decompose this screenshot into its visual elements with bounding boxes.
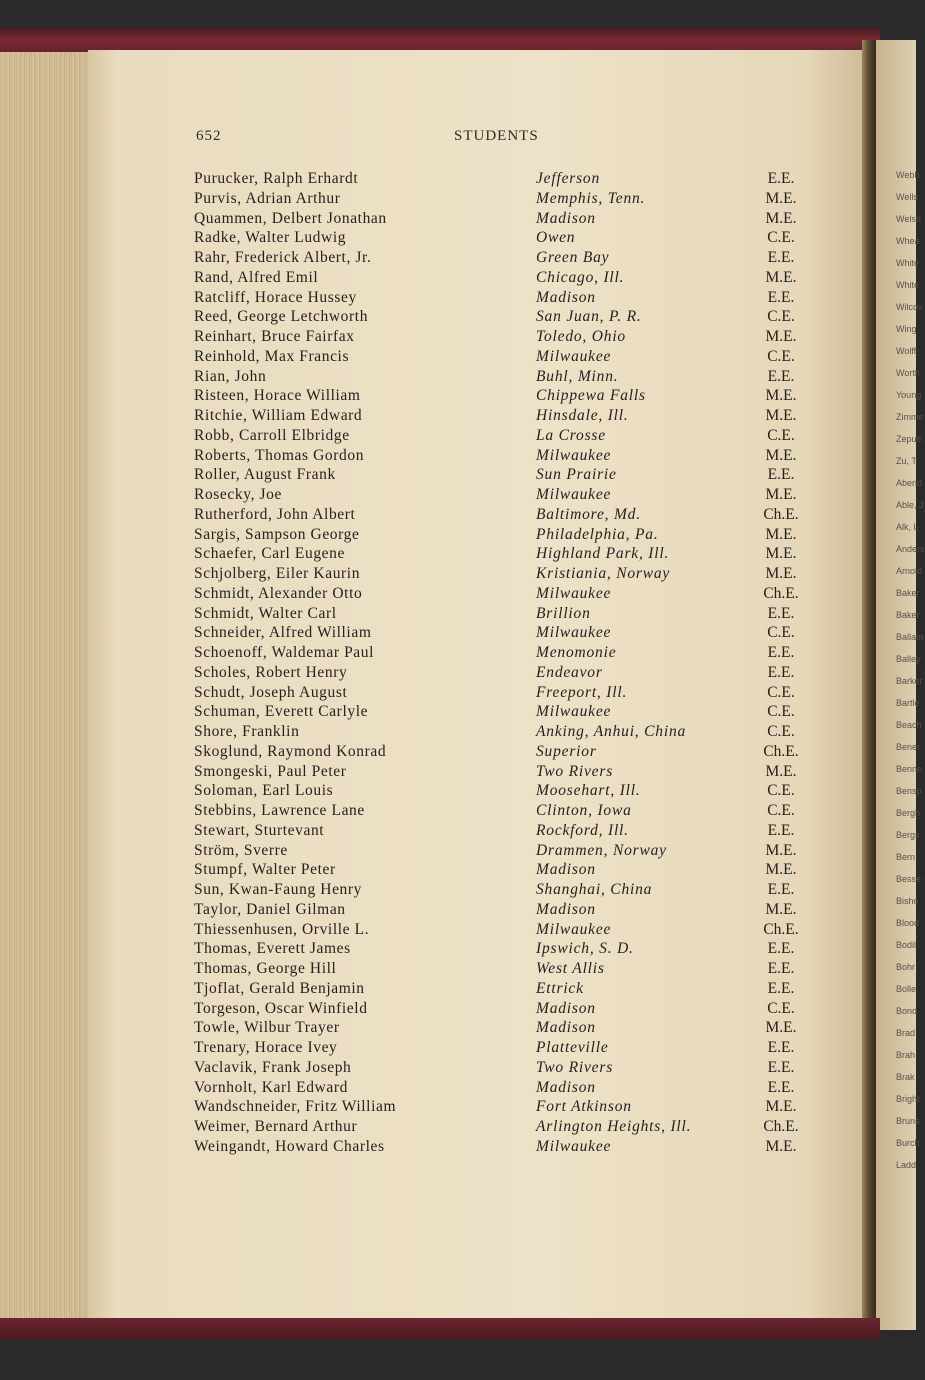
student-name: Weingandt, Howard Charles: [194, 1137, 385, 1155]
student-row: [194, 1118, 834, 1138]
student-course: Ch.E.: [763, 1118, 799, 1135]
student-course: E.E.: [767, 604, 795, 622]
student-name: Ritchie, William Edward: [194, 407, 363, 424]
student-row: [194, 269, 834, 289]
student-hometown: Madison: [536, 209, 596, 227]
facing-page-text: Ladd: [896, 1160, 917, 1170]
student-name: Schoenoff, Waldemar Paul: [194, 644, 375, 661]
student-row: [194, 545, 834, 565]
student-name: Weimer, Bernard Arthur: [194, 1118, 358, 1135]
student-row: [194, 921, 834, 941]
student-list: [194, 170, 834, 1158]
facing-page-text: Ballam: [896, 632, 924, 642]
student-name: Reed, George Letchworth: [194, 308, 369, 326]
student-name: Roberts, Thomas Gordon: [194, 446, 365, 464]
student-course: C.E.: [767, 723, 795, 740]
student-name: Smongeski, Paul Peter: [194, 762, 347, 780]
facing-page-text: Arnold: [896, 566, 923, 576]
student-course: Ch.E.: [763, 584, 799, 602]
student-course: M.E.: [765, 525, 797, 543]
student-hometown: Ipswich, S. D.: [536, 940, 634, 958]
student-course: E.E.: [767, 960, 795, 977]
facing-page-text: Blood: [896, 918, 920, 928]
student-hometown: Anking, Anhui, China: [536, 723, 687, 740]
student-row: [194, 289, 834, 309]
facing-page-text: Bodil: [896, 940, 917, 950]
student-course: Ch.E.: [763, 505, 799, 523]
student-hometown: Milwaukee: [536, 920, 612, 938]
student-hometown: Platteville: [536, 1039, 609, 1056]
student-hometown: Superior: [536, 742, 597, 760]
student-row: [194, 1138, 834, 1158]
facing-page-text: Baker: [896, 610, 920, 620]
student-row: [194, 822, 834, 842]
student-course: E.E.: [767, 644, 795, 661]
student-course: M.E.: [765, 189, 797, 207]
student-name: Rian, John: [194, 367, 267, 385]
student-name: Towle, Wilbur Trayer: [194, 1019, 340, 1037]
facing-page-text: Bergs: [896, 830, 920, 840]
student-name: Vornholt, Karl Edward: [194, 1078, 348, 1096]
student-course: M.E.: [765, 1137, 797, 1155]
student-course: E.E.: [767, 663, 795, 681]
facing-page-text: Bern: [896, 852, 916, 862]
facing-page-text: Barker: [896, 676, 923, 686]
student-hometown: Milwaukee: [536, 584, 612, 602]
facing-page-text: Balley: [896, 654, 921, 664]
student-course: M.E.: [765, 545, 797, 563]
student-course: E.E.: [767, 170, 795, 187]
student-name: Schuman, Everett Carlyle: [194, 703, 369, 721]
student-name: Robb, Carroll Elbridge: [194, 426, 350, 444]
student-name: Roller, August Frank: [194, 466, 336, 484]
student-name: Schudt, Joseph August: [194, 683, 348, 701]
student-row: [194, 210, 834, 230]
facing-page-text: Bartle: [896, 698, 920, 708]
student-row: [194, 644, 834, 664]
student-row: [194, 526, 834, 546]
facing-page-text: Benne: [896, 764, 923, 774]
facing-page-text: Bond: [896, 1006, 918, 1016]
student-course: M.E.: [765, 841, 797, 859]
student-hometown: Owen: [536, 229, 576, 247]
facing-page-text: Able, J: [896, 500, 924, 510]
student-name: Ström, Sverre: [194, 841, 288, 859]
student-row: [194, 1098, 834, 1118]
student-hometown: Milwaukee: [536, 703, 612, 721]
student-course: C.E.: [767, 624, 795, 642]
facing-page-text: Zimme: [896, 412, 924, 422]
student-hometown: Shanghai, China: [536, 881, 653, 898]
student-course: C.E.: [767, 229, 795, 247]
student-hometown: Madison: [536, 999, 596, 1017]
student-row: [194, 881, 834, 901]
student-row: [194, 763, 834, 783]
student-course: M.E.: [765, 387, 797, 405]
facing-page-text: Young: [896, 390, 922, 400]
student-hometown: Highland Park, Ill.: [536, 545, 670, 563]
student-course: M.E.: [765, 407, 797, 424]
student-course: E.E.: [767, 249, 795, 266]
student-course: Ch.E.: [763, 742, 799, 760]
student-row: [194, 1059, 834, 1079]
student-row: [194, 190, 834, 210]
student-hometown: Arlington Heights, Ill.: [536, 1118, 692, 1135]
facing-page-text: White: [896, 280, 920, 290]
student-course: E.E.: [767, 288, 795, 306]
student-name: Rutherford, John Albert: [194, 505, 356, 523]
student-name: Risteen, Horace William: [194, 387, 361, 405]
facing-page-text: Wilcox: [896, 302, 923, 312]
student-name: Purvis, Adrian Arthur: [194, 189, 341, 207]
student-course: C.E.: [767, 703, 795, 721]
page-header: [196, 128, 816, 148]
student-hometown: Jefferson: [536, 170, 601, 187]
student-name: Quammen, Delbert Jonathan: [194, 209, 387, 227]
student-course: M.E.: [765, 861, 797, 879]
student-row: [194, 565, 834, 585]
student-row: [194, 170, 834, 190]
student-row: [194, 1000, 834, 1020]
student-hometown: Philadelphia, Pa.: [536, 525, 659, 543]
student-name: Thomas, George Hill: [194, 960, 337, 977]
student-row: [194, 743, 834, 763]
student-name: Schjolberg, Eiler Kaurin: [194, 565, 361, 582]
student-name: Skoglund, Raymond Konrad: [194, 742, 387, 760]
facing-page-text: Brad: [896, 1028, 916, 1038]
student-hometown: Madison: [536, 861, 596, 879]
facing-page-text: Zeputi: [896, 434, 922, 444]
facing-page-text: Bohr: [896, 962, 916, 972]
student-hometown: Chicago, Ill.: [536, 268, 625, 286]
student-name: Trenary, Horace Ivey: [194, 1039, 338, 1056]
student-name: Stebbins, Lawrence Lane: [194, 802, 365, 819]
facing-page-text: Bisho: [896, 896, 919, 906]
student-row: [194, 1079, 834, 1099]
student-row: [194, 387, 834, 407]
student-hometown: Toledo, Ohio: [536, 328, 626, 345]
student-name: Rand, Alfred Emil: [194, 268, 319, 286]
student-name: Thiessenhusen, Orville L.: [194, 920, 370, 938]
student-hometown: Milwaukee: [536, 446, 612, 464]
student-name: Rahr, Frederick Albert, Jr.: [194, 249, 372, 266]
student-name: Reinhart, Bruce Fairfax: [194, 328, 355, 345]
student-row: [194, 585, 834, 605]
student-hometown: Madison: [536, 900, 596, 918]
student-hometown: Milwaukee: [536, 624, 612, 642]
page-number: 652: [196, 128, 222, 144]
student-name: Schneider, Alfred William: [194, 624, 372, 642]
student-course: C.E.: [767, 802, 795, 819]
student-name: Vaclavik, Frank Joseph: [194, 1058, 352, 1076]
student-course: M.E.: [765, 328, 797, 345]
facing-page-text: Bener: [896, 742, 921, 752]
student-name: Ratcliff, Horace Hussey: [194, 288, 357, 306]
student-row: [194, 723, 834, 743]
student-row: [194, 624, 834, 644]
student-hometown: Menomonie: [536, 644, 617, 661]
student-row: [194, 861, 834, 881]
student-row: [194, 960, 834, 980]
facing-page-text: Bolle: [896, 984, 917, 994]
facing-page-text: Welsh: [896, 214, 921, 224]
facing-page-text: Beach: [896, 720, 922, 730]
facing-page-text: Benso: [896, 786, 922, 796]
facing-page-text: Brah: [896, 1050, 916, 1060]
student-course: M.E.: [765, 1019, 797, 1037]
facing-page-text: Bruns: [896, 1116, 920, 1126]
student-course: E.E.: [767, 466, 795, 484]
student-hometown: Buhl, Minn.: [536, 367, 619, 385]
facing-page-text: Wells: [896, 192, 918, 202]
student-row: [194, 328, 834, 348]
student-row: [194, 427, 834, 447]
student-row: [194, 664, 834, 684]
student-hometown: Two Rivers: [536, 1058, 614, 1076]
student-name: Purucker, Ralph Erhardt: [194, 170, 359, 187]
facing-page-text: Wolff: [896, 346, 917, 356]
student-row: [194, 1019, 834, 1039]
student-hometown: Madison: [536, 1078, 596, 1096]
page-title: STUDENTS: [454, 128, 539, 144]
facing-page-text: Bergh: [896, 808, 921, 818]
student-course: E.E.: [767, 1058, 795, 1076]
student-course: M.E.: [765, 1098, 797, 1116]
student-row: [194, 447, 834, 467]
facing-page-strip: [876, 40, 925, 1330]
student-course: C.E.: [767, 999, 795, 1017]
student-row: [194, 249, 834, 269]
student-name: Sargis, Sampson George: [194, 525, 360, 543]
page-edges: [0, 52, 92, 1320]
student-name: Stewart, Sturtevant: [194, 821, 325, 839]
student-course: E.E.: [767, 881, 795, 898]
student-name: Thomas, Everett James: [194, 940, 351, 958]
student-course: E.E.: [767, 1078, 795, 1096]
student-course: C.E.: [767, 782, 795, 800]
student-row: [194, 605, 834, 625]
student-hometown: Drammen, Norway: [536, 841, 667, 859]
student-hometown: Two Rivers: [536, 762, 614, 780]
student-row: [194, 842, 834, 862]
student-hometown: La Crosse: [536, 426, 606, 444]
student-hometown: Fort Atkinson: [536, 1098, 632, 1116]
student-name: Tjoflat, Gerald Benjamin: [194, 979, 365, 997]
facing-page-text: White: [896, 258, 920, 268]
student-course: C.E.: [767, 426, 795, 444]
student-hometown: Madison: [536, 288, 596, 306]
student-hometown: Rockford, Ill.: [536, 821, 629, 839]
student-name: Wandschneider, Fritz William: [194, 1098, 397, 1116]
student-row: [194, 802, 834, 822]
student-name: Schmidt, Alexander Otto: [194, 584, 363, 602]
facing-page-text: Zu, T: [896, 456, 917, 466]
student-course: Ch.E.: [763, 920, 799, 938]
student-name: Stumpf, Walter Peter: [194, 861, 336, 879]
student-hometown: San Juan, P. R.: [536, 308, 642, 326]
student-row: [194, 684, 834, 704]
student-course: C.E.: [767, 308, 795, 326]
student-row: [194, 1039, 834, 1059]
student-hometown: Brillion: [536, 604, 591, 622]
student-name: Shore, Franklin: [194, 723, 300, 740]
student-hometown: Madison: [536, 1019, 596, 1037]
student-row: [194, 782, 834, 802]
student-hometown: Kristiania, Norway: [536, 565, 671, 582]
student-hometown: Hinsdale, Ill.: [536, 407, 629, 424]
student-name: Scholes, Robert Henry: [194, 663, 348, 681]
student-hometown: Endeavor: [536, 663, 603, 681]
student-course: M.E.: [765, 565, 797, 582]
facing-page-text: Abend: [896, 478, 923, 488]
book-cover-bottom: [0, 1318, 880, 1340]
student-course: E.E.: [767, 367, 795, 385]
facing-page-text: Besse: [896, 874, 922, 884]
student-name: Soloman, Earl Louis: [194, 782, 334, 800]
student-row: [194, 229, 834, 249]
student-course: E.E.: [767, 979, 795, 997]
facing-page-text: Bright: [896, 1094, 920, 1104]
student-row: [194, 486, 834, 506]
student-course: C.E.: [767, 347, 795, 365]
student-row: [194, 901, 834, 921]
student-hometown: Baltimore, Md.: [536, 505, 641, 523]
student-hometown: Sun Prairie: [536, 466, 617, 484]
student-course: M.E.: [765, 900, 797, 918]
student-course: C.E.: [767, 683, 795, 701]
student-row: [194, 348, 834, 368]
student-row: [194, 466, 834, 486]
student-row: [194, 407, 834, 427]
student-name: Taylor, Daniel Gilman: [194, 900, 346, 918]
student-hometown: Milwaukee: [536, 347, 612, 365]
student-name: Rosecky, Joe: [194, 486, 282, 503]
student-hometown: Chippewa Falls: [536, 387, 646, 405]
facing-page-text: Alk, L: [896, 522, 919, 532]
student-name: Schaefer, Carl Eugene: [194, 545, 345, 563]
student-course: E.E.: [767, 1039, 795, 1056]
student-course: M.E.: [765, 268, 797, 286]
student-course: E.E.: [767, 940, 795, 958]
student-course: M.E.: [765, 209, 797, 227]
student-hometown: Moosehart, Ill.: [536, 782, 641, 800]
facing-page-text: Wing: [896, 324, 917, 334]
facing-page-text: Webb: [896, 170, 920, 180]
student-name: Reinhold, Max Francis: [194, 347, 350, 365]
student-name: Radke, Walter Ludwig: [194, 229, 347, 247]
student-row: [194, 308, 834, 328]
student-hometown: West Allis: [536, 960, 605, 977]
student-row: [194, 506, 834, 526]
student-course: M.E.: [765, 446, 797, 464]
student-row: [194, 980, 834, 1000]
student-course: M.E.: [765, 486, 797, 503]
student-course: E.E.: [767, 821, 795, 839]
student-row: [194, 940, 834, 960]
student-hometown: Green Bay: [536, 249, 610, 266]
student-name: Torgeson, Oscar Winfield: [194, 999, 368, 1017]
facing-page-text: Worth: [896, 368, 920, 378]
student-row: [194, 703, 834, 723]
facing-page-text: Burch: [896, 1138, 920, 1148]
student-hometown: Milwaukee: [536, 486, 612, 503]
student-hometown: Ettrick: [536, 979, 584, 997]
student-hometown: Memphis, Tenn.: [536, 189, 646, 207]
student-course: M.E.: [765, 762, 797, 780]
student-name: Schmidt, Walter Carl: [194, 604, 337, 622]
student-row: [194, 368, 834, 388]
facing-page-text: Brak: [896, 1072, 915, 1082]
student-hometown: Clinton, Iowa: [536, 802, 632, 819]
student-hometown: Freeport, Ill.: [536, 683, 628, 701]
facing-page-text: Anders: [896, 544, 925, 554]
student-name: Sun, Kwan-Faung Henry: [194, 881, 363, 898]
facing-page-text: Whea: [896, 236, 920, 246]
student-hometown: Milwaukee: [536, 1137, 612, 1155]
facing-page-text: Baker: [896, 588, 920, 598]
